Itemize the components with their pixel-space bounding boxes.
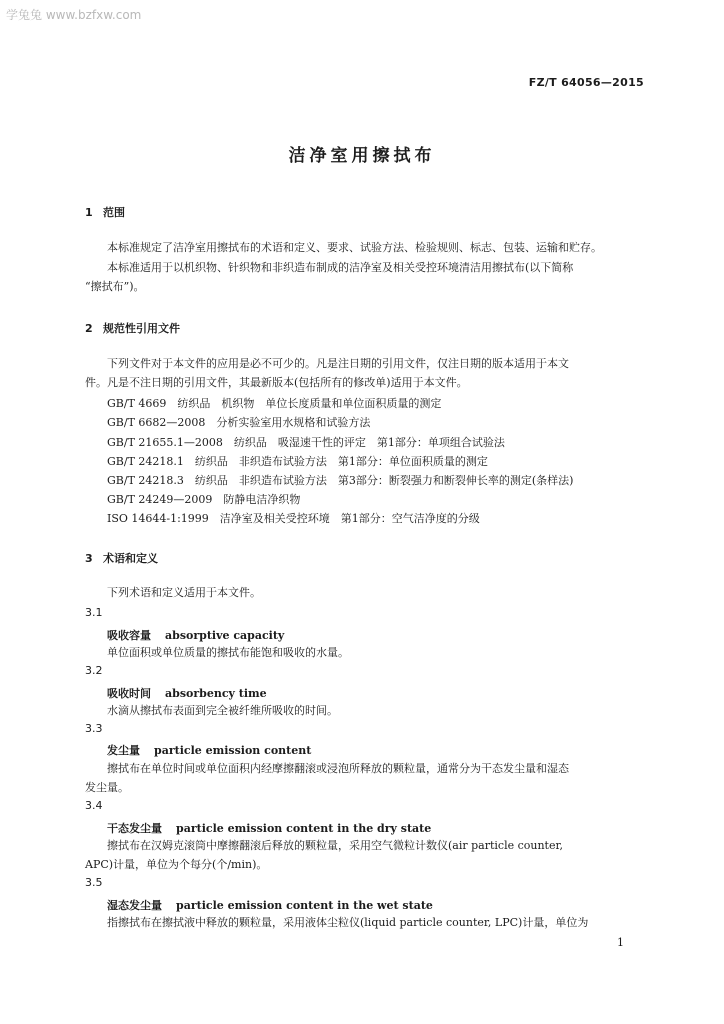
reference-item: GB/T 24218.3 纺织品 非织造布试验方法 第3部分：断裂强力和断裂伸长率的测定(条样法)	[107, 474, 574, 487]
standard-code: FZ/T 64056—2015	[528, 76, 644, 89]
section-title: 范围	[103, 206, 125, 219]
term-definition: 单位面积或单位质量的擦拭布能饱和吸收的水量。	[107, 646, 349, 659]
term-number: 3.3	[85, 722, 103, 735]
term-definition: 擦拭布在汉姆克滚筒中摩擦翻滚后释放的颗粒量，采用空气微粒计数仪(air particle counter,	[107, 839, 564, 852]
reference-item: ISO 14644-1:1999 洁净室及相关受控环境 第1部分：空气洁净度的分级	[107, 512, 480, 525]
term-definition: 擦拭布在单位时间或单位面积内经摩擦翻滚或浸泡所释放的颗粒量，通常分为干态发尘量和湿态	[107, 762, 569, 775]
term-zh: 湿态发尘量	[107, 899, 162, 912]
reference-item: GB/T 6682—2008 分析实验室用水规格和试验方法	[107, 416, 371, 429]
paragraph: 本标准适用于以机织物、针织物和非织造布制成的洁净室及相关受控环境清洁用擦拭布(以下简称	[107, 261, 574, 274]
term-definition: 水滴从擦拭布表面到完全被纤维所吸收的时间。	[107, 704, 338, 717]
term-name	[107, 742, 311, 758]
page-number: 1	[617, 936, 624, 949]
term-en: particle emission content	[154, 744, 312, 757]
section-title: 术语和定义	[103, 552, 158, 565]
paragraph: 本标准规定了洁净室用擦拭布的术语和定义、要求、试验方法、检验规则、标志、包装、运输和贮存。	[107, 241, 602, 254]
term-name	[107, 627, 284, 643]
reference-item: GB/T 24249—2009 防静电洁净织物	[107, 493, 301, 506]
term-zh: 吸收容量	[107, 629, 151, 642]
term-definition-continuation: 发尘量。	[85, 781, 129, 794]
term-zh: 发尘量	[107, 744, 140, 757]
term-number: 3.1	[85, 606, 103, 619]
term-zh: 干态发尘量	[107, 822, 162, 835]
reference-item: GB/T 21655.1—2008 纺织品 吸湿速干性的评定 第1部分：单项组合试验法	[107, 436, 505, 449]
section-3-heading	[85, 550, 158, 566]
section-number: 3	[85, 552, 93, 565]
term-name	[107, 897, 433, 913]
section-2-heading	[85, 320, 180, 336]
term-definition-continuation: APC)计量，单位为个每分(个/min)。	[85, 858, 268, 871]
term-number: 3.2	[85, 664, 103, 677]
term-name	[107, 685, 267, 701]
term-number: 3.4	[85, 799, 103, 812]
term-definition: 指擦拭布在擦拭液中释放的颗粒量，采用液体尘粒仪(liquid particle counter, LPC)计量，单位为	[107, 916, 589, 929]
page-title: 洁净室用擦拭布	[288, 146, 436, 166]
section-number: 1	[85, 206, 93, 219]
paragraph: 下列文件对于本文件的应用是必不可少的。凡是注日期的引用文件，仅注日期的版本适用于本文	[107, 357, 569, 370]
paragraph-continuation: 件。凡是不注日期的引用文件，其最新版本(包括所有的修改单)适用于本文件。	[85, 376, 468, 389]
section-title: 规范性引用文件	[103, 322, 180, 335]
term-en: absorptive capacity	[165, 629, 285, 642]
term-number: 3.5	[85, 876, 103, 889]
term-en: particle emission content in the wet state	[176, 899, 433, 912]
watermark: 学兔兔 www.bzfxw.com	[6, 8, 142, 22]
term-zh: 吸收时间	[107, 687, 151, 700]
term-en: absorbency time	[165, 687, 267, 700]
section-1-heading	[85, 204, 125, 220]
paragraph-continuation: “擦拭布”)。	[85, 280, 145, 293]
section-number: 2	[85, 322, 93, 335]
reference-item: GB/T 24218.1 纺织品 非织造布试验方法 第1部分：单位面积质量的测定	[107, 455, 488, 468]
paragraph: 下列术语和定义适用于本文件。	[107, 586, 261, 599]
term-en: particle emission content in the dry state	[176, 822, 432, 835]
term-name	[107, 820, 431, 836]
reference-item: GB/T 4669 纺织品 机织物 单位长度质量和单位面积质量的测定	[107, 397, 442, 410]
